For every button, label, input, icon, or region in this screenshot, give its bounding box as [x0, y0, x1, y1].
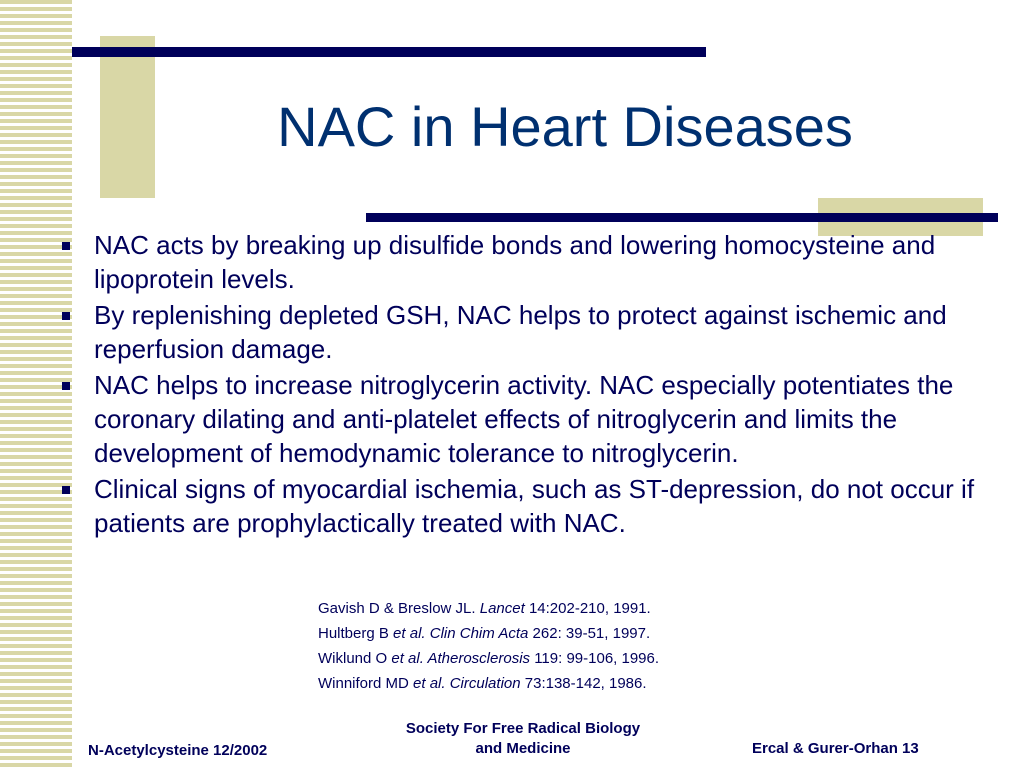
footer-right: Ercal & Gurer-Orhan 13: [752, 740, 919, 757]
footer-center-line1: Society For Free Radical Biology: [405, 720, 641, 737]
decorative-navy-line-top: [72, 47, 706, 57]
reference-list: [318, 596, 659, 696]
bullet-square-icon: [62, 486, 70, 494]
bullet-item: [60, 368, 1010, 470]
bullet-item: [60, 228, 1010, 296]
reference-authors: Wiklund O: [318, 650, 388, 667]
bullet-text: Clinical signs of myocardial ischemia, such as ST-depression, do not occur if patients are prophylactically treated with NAC.: [94, 474, 975, 538]
reference-authors: Gavish D & Breslow JL.: [318, 600, 476, 617]
bullet-list: [60, 228, 1010, 542]
bullet-text: By replenishing depleted GSH, NAC helps to protect against ischemic and reperfusion damage.: [94, 300, 947, 364]
decorative-navy-line-bottom: [366, 213, 998, 222]
decorative-khaki-block-top: [100, 36, 155, 198]
footer-left: N-Acetylcysteine 12/2002: [88, 742, 268, 759]
reference-journal: et al. Atherosclerosis: [391, 650, 531, 667]
reference-citation: 73:138-142, 1986.: [524, 675, 647, 692]
reference-item: [318, 596, 659, 621]
reference-item: [318, 646, 659, 671]
reference-citation: 119: 99-106, 1996.: [534, 650, 660, 667]
reference-item: [318, 671, 659, 696]
reference-journal: Lancet: [479, 600, 525, 617]
footer-center: [360, 719, 686, 759]
slide-title: NAC in Heart Diseases: [277, 95, 853, 158]
bullet-square-icon: [62, 242, 70, 250]
bullet-square-icon: [62, 312, 70, 320]
footer-center-line2: and Medicine: [475, 740, 571, 757]
bullet-item: [60, 472, 1010, 540]
bullet-item: [60, 298, 1010, 366]
reference-journal: et al. Clin Chim Acta: [393, 625, 529, 642]
reference-authors: Winniford MD: [318, 675, 409, 692]
bullet-text: NAC acts by breaking up disulfide bonds and lowering homocysteine and lipoprotein levels.: [94, 230, 936, 294]
reference-item: [318, 621, 659, 646]
bullet-text: NAC helps to increase nitroglycerin activity. NAC especially potentiates the coronary dilating and anti-platelet effects of nitroglycerin and limits the development of hemodynamic tolerance to nitroglycerin.: [94, 370, 954, 468]
reference-citation: 14:202-210, 1991.: [528, 600, 651, 617]
reference-authors: Hultberg B: [318, 625, 389, 642]
reference-journal: et al. Circulation: [413, 675, 521, 692]
reference-citation: 262: 39-51, 1997.: [532, 625, 651, 642]
bullet-square-icon: [62, 382, 70, 390]
